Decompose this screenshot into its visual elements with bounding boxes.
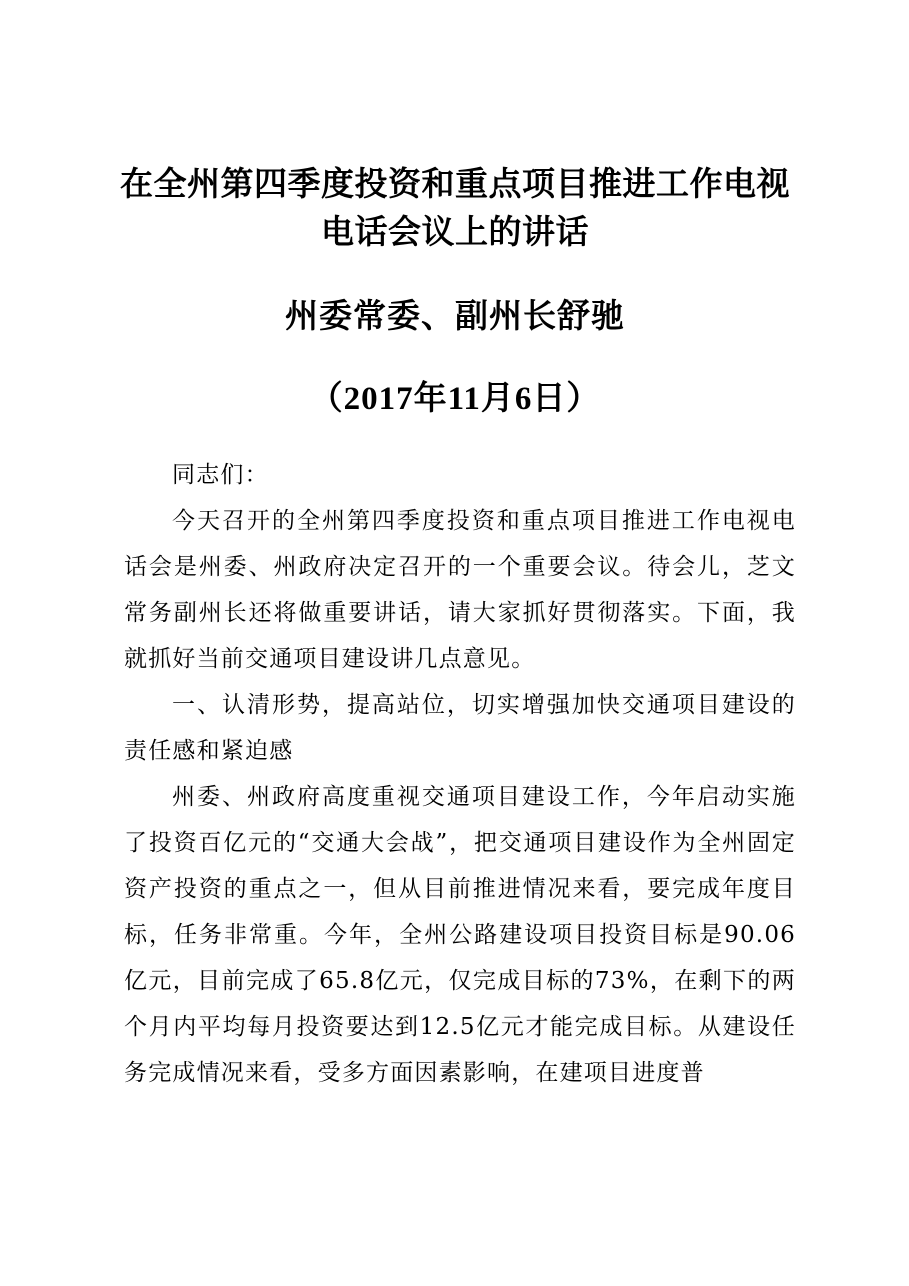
- salutation: 同志们：: [172, 462, 269, 488]
- body-paragraph: 州委、州政府高度重视交通项目建设工作，今年启动实施了投资百亿元的“交通大会战”，把交通项目建设作为全州固定资产投资的重点之一，但从目前推进情况来看，要完成年度目标，任务非常重。今年，全州公路建设项目投资目标是90.06亿元，目前完成了65.8亿元，仅完成目标的73%，在剩下的两个月内平均每月投资要达到12.5亿元才能完成目标。从建设任务完成情况来看，受多方面因素影响，在建项目进度普: [124, 784, 796, 1086]
- document-author: 州委常委、副州长舒驰: [285, 296, 625, 335]
- body-paragraph: 今天召开的全州第四季度投资和重点项目推进工作电视电话会是州委、州政府决定召开的一个重要会议。待会儿，芝文常务副州长还将做重要讲话，请大家抓好贯彻落实。下面，我就抓好当前交通项目建设讲几点意见。: [124, 508, 796, 672]
- document-body: [124, 452, 796, 1096]
- document-title: 在全州第四季度投资和重点项目推进工作电视电话会议上的讲话: [120, 164, 790, 251]
- document-date: （2017年11月6日）: [309, 381, 601, 417]
- section-heading: 一、认清形势，提高站位，切实增强加快交通项目建设的责任感和紧迫感: [124, 692, 796, 764]
